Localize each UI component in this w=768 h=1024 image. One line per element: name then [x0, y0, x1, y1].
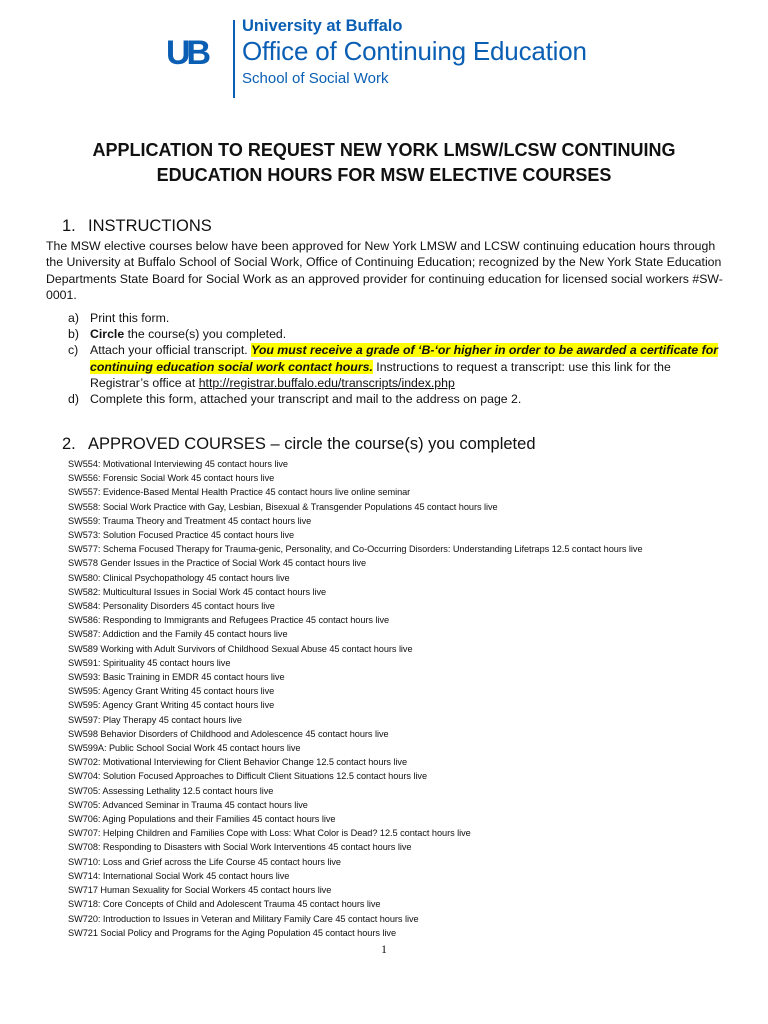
- step-text: the course(s) you completed.: [124, 327, 287, 342]
- course-item: SW559: Trauma Theory and Treatment 45 contact hours live: [68, 515, 312, 526]
- step-label: d): [68, 392, 79, 407]
- step-label: c): [68, 343, 79, 358]
- step-text-continued: Instructions to request a transcript: use this link for the Registrar’s office at: [90, 359, 671, 390]
- course-item: SW718: Core Concepts of Child and Adolescent Trauma 45 contact hours live: [68, 899, 381, 910]
- step-d: [68, 391, 728, 407]
- instructions-number: 1.: [62, 217, 76, 235]
- course-item: SW706: Aging Populations and their Families 45 contact hours live: [68, 814, 336, 825]
- course-item: SW556: Forensic Social Work 45 contact hours live: [68, 473, 275, 484]
- step-label: b): [68, 327, 79, 342]
- course-item: SW595: Agency Grant Writing 45 contact hours live: [68, 686, 275, 697]
- course-item: SW577: Schema Focused Therapy for Trauma-genic, Personality, and Co-Occurring Disorders: Understanding Lifetraps 12.5 contact hours live: [68, 544, 643, 555]
- course-item: SW586: Responding to Immigrants and Refugees Practice 45 contact hours live: [68, 615, 390, 626]
- course-item: SW702: Motivational Interviewing for Client Behavior Change 12.5 contact hours live: [68, 757, 408, 768]
- course-item: SW584: Personality Disorders 45 contact hours live: [68, 601, 275, 612]
- step-text: Attach your official transcript.: [90, 343, 252, 358]
- instructions-intro: The MSW elective courses below have been approved for New York LMSW and LCSW continuing education hours through the University at Buffalo School of Social Work, Office of Continuing Education; recognized by the New York State Education Departments State Board for Social Work as an approved provider for continuing education for licensed social workers #SW-0001.: [46, 239, 723, 302]
- letterhead: [166, 16, 606, 96]
- page-title: [40, 138, 728, 188]
- course-item: SW714: International Social Work 45 contact hours live: [68, 870, 290, 881]
- page-title-line-2: EDUCATION HOURS FOR MSW ELECTIVE COURSES: [156, 165, 612, 185]
- course-item: SW573: Solution Focused Practice 45 contact hours live: [68, 530, 295, 541]
- instruction-steps: [68, 310, 728, 407]
- course-item: SW705: Assessing Lethality 12.5 contact hours live: [68, 785, 274, 796]
- ub-logo: [166, 34, 226, 70]
- grade-requirement-highlight: You must receive a grade of ‘B-‘or higher in order to be awarded a certificate for continuing education social work contact hours.: [90, 343, 719, 374]
- step-emphasis: Circle: [90, 327, 125, 342]
- university-name: University at Buffalo: [242, 17, 403, 35]
- step-c: [68, 342, 728, 391]
- course-item: SW554: Motivational Interviewing 45 contact hours live: [68, 459, 288, 469]
- step-label: a): [68, 311, 79, 325]
- course-item: SW595: Agency Grant Writing 45 contact hours live: [68, 700, 275, 711]
- course-item: SW580: Clinical Psychopathology 45 contact hours live: [68, 572, 290, 583]
- course-item: SW721 Social Policy and Programs for the Aging Population 45 contact hours live: [68, 927, 397, 938]
- step-text: Complete this form, attached your transcript and mail to the address on page 2.: [90, 392, 522, 407]
- instructions-heading: [62, 216, 212, 236]
- course-item: SW708: Responding to Disasters with Social Work Interventions 45 contact hours live: [68, 842, 412, 853]
- svg-text:UB: UB: [166, 34, 208, 70]
- step-b: [68, 326, 728, 342]
- course-item: SW717 Human Sexuality for Social Workers 45 contact hours live: [68, 885, 332, 896]
- course-item: SW597: Play Therapy 45 contact hours live: [68, 714, 242, 725]
- course-item: SW710: Loss and Grief across the Life Course 45 contact hours live: [68, 856, 341, 867]
- transcript-link[interactable]: http://registrar.buffalo.edu/transcripts/index.php: [198, 375, 455, 390]
- course-item: SW707: Helping Children and Families Cope with Loss: What Color is Dead? 12.5 contact hours live: [68, 828, 471, 839]
- course-item: SW589 Working with Adult Survivors of Childhood Sexual Abuse 45 contact hours live: [68, 643, 413, 654]
- course-item: SW582: Multicultural Issues in Social Work 45 contact hours live: [68, 586, 327, 597]
- courses-heading-text: APPROVED COURSES – circle the course(s) you completed: [88, 435, 536, 453]
- course-item: SW705: Advanced Seminar in Trauma 45 contact hours live: [68, 799, 308, 810]
- course-item: SW598 Behavior Disorders of Childhood and Adolescence 45 contact hours live: [68, 728, 389, 739]
- header-text: [242, 16, 587, 90]
- courses-number: 2.: [62, 435, 76, 453]
- school-name: School of Social Work: [242, 70, 389, 87]
- instructions-heading-text: INSTRUCTIONS: [88, 217, 212, 235]
- courses-heading: [62, 434, 536, 454]
- step-text: Print this form.: [90, 311, 170, 325]
- office-name: Office of Continuing Education: [242, 36, 587, 66]
- course-item: SW587: Addiction and the Family 45 contact hours live: [68, 629, 288, 640]
- course-list: [68, 457, 748, 940]
- course-item: SW578 Gender Issues in the Practice of Social Work 45 contact hours live: [68, 558, 367, 569]
- header-divider: [233, 20, 235, 98]
- course-item: SW591: Spirituality 45 contact hours live: [68, 657, 231, 668]
- page-title-line-1: APPLICATION TO REQUEST NEW YORK LMSW/LCSW CONTINUING: [92, 140, 676, 160]
- course-item: SW557: Evidence-Based Mental Health Practice 45 contact hours live online seminar: [68, 487, 411, 498]
- page-number: 1: [381, 942, 387, 956]
- course-item: SW593: Basic Training in EMDR 45 contact hours live: [68, 672, 285, 683]
- course-item: SW558: Social Work Practice with Gay, Lesbian, Bisexual & Transgender Populations 45 contact hours live: [68, 501, 498, 512]
- course-item: SW704: Solution Focused Approaches to Difficult Client Situations 12.5 contact hours live: [68, 771, 427, 782]
- course-item: SW599A: Public School Social Work 45 contact hours live: [68, 743, 301, 754]
- course-item: SW720: Introduction to Issues in Veteran and Military Family Care 45 contact hours live: [68, 913, 419, 924]
- step-a: [68, 310, 728, 326]
